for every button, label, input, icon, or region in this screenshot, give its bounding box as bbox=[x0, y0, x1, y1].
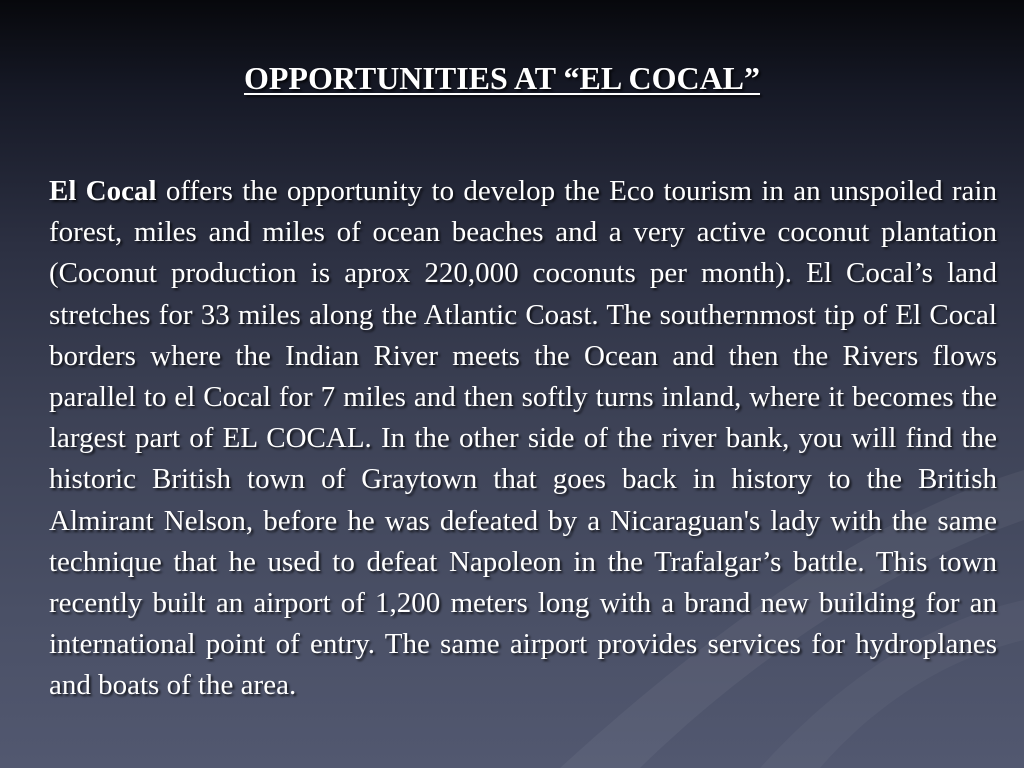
body-text: offers the opportunity to develop the Eco tourism in an unspoiled rain forest, miles and miles of ocean beaches and a very active coconut plantation (Coconut production is aprox 220,000 coconuts per month). El Cocal’s land stretches for 33 miles along the Atlantic Coast. The southernmost tip of El Cocal borders where the Indian River meets the Ocean and then the Rivers flows parallel to el Cocal for 7 miles and then softly turns inland, where it becomes the largest part of EL COCAL. In the other side of the river bank, you will find the historic British town of Graytown that goes back in history to the British Almirant Nelson, before he was defeated by a Nicaraguan's lady with the same technique that he used to defeat Napoleon in the Trafalgar’s battle. This town recently built an airport of 1,200 meters long with a brand new building for an international point of entry. The same airport provides services for hydroplanes and boats of the area. bbox=[49, 175, 997, 702]
body-lead-text: El Cocal bbox=[49, 175, 157, 207]
slide-body-paragraph bbox=[49, 171, 997, 707]
slide-title: OPPORTUNITIES AT “EL COCAL” bbox=[243, 60, 761, 96]
